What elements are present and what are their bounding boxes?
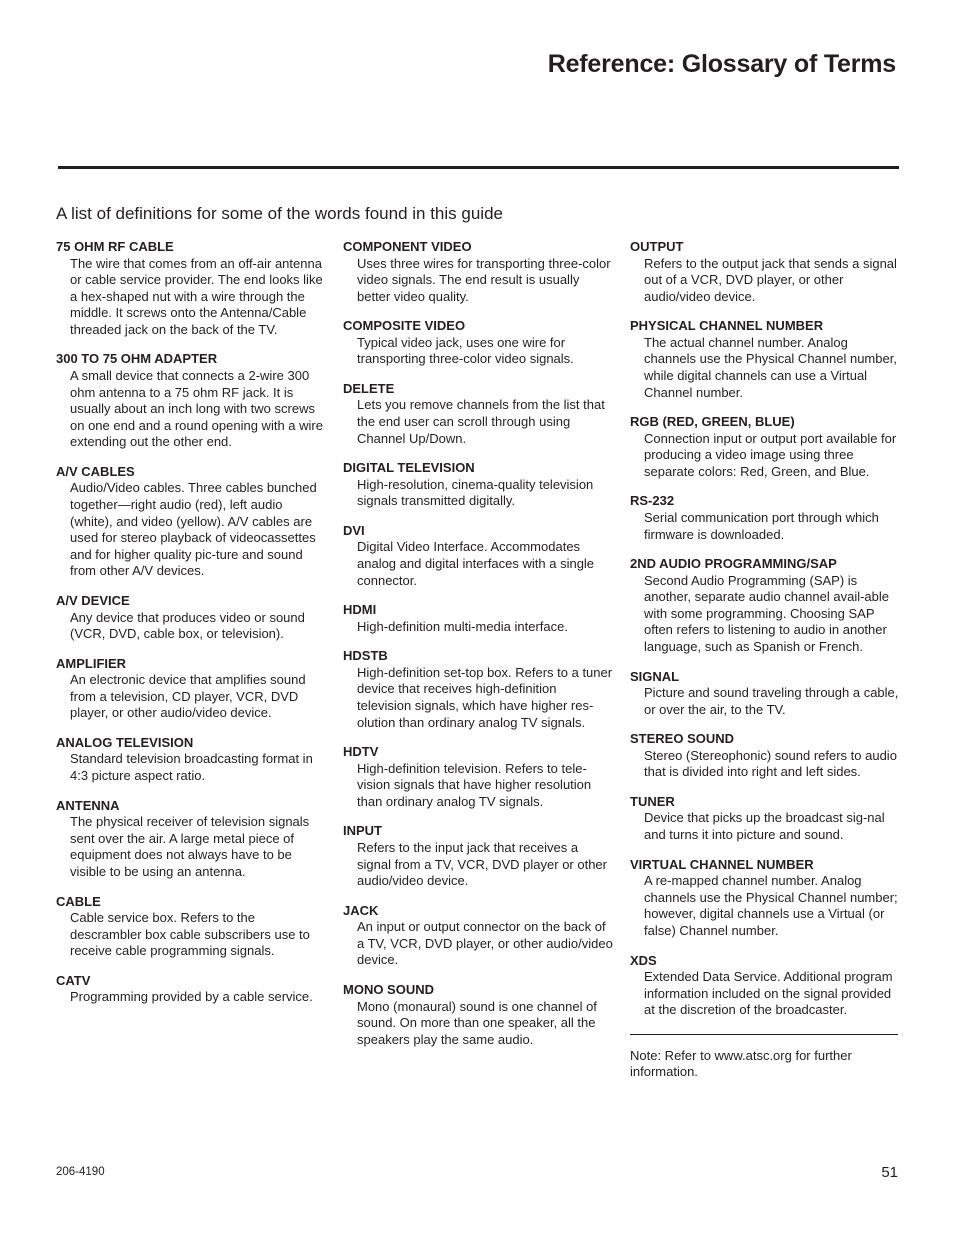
glossary-definition: High-definition television. Refers to tele-vision signals that have higher resolution than ordinary analog TV signals.: [357, 760, 592, 809]
glossary-definition: High-definition multi-media interface.: [357, 618, 568, 634]
glossary-column-3-entries: [630, 239, 900, 1019]
glossary-entry: [343, 318, 613, 368]
glossary-entry: [630, 953, 900, 1019]
glossary-column-2: [343, 239, 613, 1061]
glossary-definition: Serial communication port through which firmware is downloaded.: [644, 509, 879, 542]
glossary-entry: [630, 493, 900, 543]
glossary-definition: A small device that connects a 2-wire 300 ohm antenna to a 75 ohm RF jack. It is usually about an inch long with two screws on one end and a round opening with a wire extending out the other end.: [70, 367, 323, 450]
glossary-term: HDMI: [343, 602, 377, 618]
intro-text: A list of definitions for some of the words found in this guide: [56, 204, 503, 223]
glossary-term: OUTPUT: [630, 239, 684, 254]
glossary-definition: Second Audio Programming (SAP) is another, separate audio channel avail-able with some programming. Choosing SAP often refers to listening to audio in another language, such as Spanish or French.: [644, 572, 890, 654]
glossary-term: TUNER: [630, 793, 675, 809]
glossary-definition: Extended Data Service. Additional program information included on the signal provided at the discretion of the broadcaster.: [644, 969, 893, 1018]
glossary-term: 300 TO 75 OHM ADAPTER: [56, 351, 218, 367]
glossary-term: ANALOG TELEVISION: [56, 734, 194, 750]
glossary-definition: Any device that produces video or sound (VCR, DVD, cable box, or television).: [70, 609, 305, 642]
glossary-entry: [56, 239, 328, 338]
note-text: Note: Refer to www.atsc.org for further information.: [630, 1047, 852, 1080]
glossary-definition: High-definition set-top box. Refers to a tuner device that receives high-definition television signals, which have higher res-olution than ordinary analog TV signals.: [357, 664, 613, 730]
glossary-entry: [343, 523, 613, 589]
glossary-term: STEREO SOUND: [630, 731, 735, 747]
glossary-definition: Digital Video Interface. Accommodates analog and digital interfaces with a single connector.: [357, 539, 595, 588]
page-title: Reference: Glossary of Terms: [547, 50, 896, 78]
glossary-entry: [56, 798, 328, 881]
glossary-term: VIRTUAL CHANNEL NUMBER: [630, 856, 814, 872]
glossary-term: COMPONENT VIDEO: [343, 239, 472, 254]
glossary-definition: Typical video jack, uses one wire for transporting three-color video signals.: [357, 334, 574, 367]
glossary-definition: High-resolution, cinema-quality television signals transmitted digitally.: [357, 476, 594, 509]
glossary-entry: [630, 414, 900, 480]
glossary-entry: [343, 982, 613, 1048]
glossary-definition: An input or output connector on the back of a TV, VCR, DVD player, or other audio/video device.: [357, 919, 613, 968]
glossary-definition: An electronic device that amplifies sound from a television, CD player, VCR, DVD player, or other audio/video device.: [70, 672, 306, 721]
glossary-term: A/V DEVICE: [56, 593, 130, 608]
glossary-term: HDTV: [343, 744, 379, 760]
glossary-entry: [343, 460, 613, 510]
glossary-term: SIGNAL: [630, 668, 680, 684]
glossary-entry: [343, 744, 613, 810]
glossary-definition: Stereo (Stereophonic) sound refers to audio that is divided into right and left sides.: [644, 747, 897, 780]
glossary-term: XDS: [630, 952, 657, 968]
glossary-term: JACK: [343, 902, 379, 918]
glossary-entry: [343, 602, 613, 635]
glossary-definition: The actual channel number. Analog channels use the Physical Channel number, while digital channels can use a Virtual Channel number.: [644, 334, 897, 400]
glossary-definition: The wire that comes from an off-air antenna or cable service provider. The end looks like a hex-shaped nut with a wire through the middle. It screws onto the Antenna/Cable threaded jack on the back of the TV.: [70, 255, 323, 337]
glossary-entry: [56, 351, 328, 450]
glossary-entry: [343, 648, 613, 731]
glossary-term: HDSTB: [343, 648, 388, 664]
glossary-definition: Connection input or output port available for producing a video image using three separate colors: Red, Green, and Blue.: [644, 430, 897, 479]
glossary-entry: [56, 593, 328, 643]
glossary-definition: Picture and sound traveling through a cable, or over the air, to the TV.: [644, 685, 899, 717]
glossary-entry: [630, 239, 900, 305]
glossary-definition: A re-mapped channel number. Analog channels use the Physical Channel number; however, digital channels use a Virtual (or false) Channel number.: [644, 873, 898, 938]
glossary-entry: [343, 823, 613, 889]
glossary-term: AMPLIFIER: [56, 655, 127, 671]
glossary-definition: The physical receiver of television signals sent over the air. A large metal piece of equipment does not always have to be visible to be using an antenna.: [70, 814, 310, 879]
glossary-entry: [56, 894, 328, 960]
glossary-term: CABLE: [56, 893, 101, 909]
glossary-term: DVI: [343, 522, 365, 538]
glossary-term: COMPOSITE VIDEO: [343, 318, 466, 334]
glossary-entry: [56, 464, 328, 580]
glossary-entry: [630, 318, 900, 401]
glossary-entry: [630, 731, 900, 781]
glossary-definition: Standard television broadcasting format in 4:3 picture aspect ratio.: [70, 751, 313, 784]
glossary-definition: Programming provided by a cable service.: [70, 989, 313, 1005]
glossary-entry: [343, 903, 613, 969]
glossary-column-1: [56, 239, 328, 1019]
glossary-definition: Uses three wires for transporting three-color video signals. The end result is usually better video quality.: [357, 255, 611, 304]
glossary-entry: [630, 556, 900, 655]
glossary-definition: Mono (monaural) sound is one channel of sound. On more than one speaker, all the speakers play the same audio.: [357, 998, 597, 1047]
glossary-entry: [343, 381, 613, 447]
glossary-term: A/V CABLES: [56, 463, 135, 479]
glossary-definition: Audio/Video cables. Three cables bunched together—right audio (red), left audio (white), and video (yellow). A/V cables are used for stereo playback of videocassettes and for higher quality pic-ture and sound from other A/V devices.: [70, 480, 317, 579]
glossary-definition: Device that picks up the broadcast sig-nal and turns it into picture and sound.: [644, 810, 885, 843]
glossary-term: DELETE: [343, 380, 395, 396]
glossary-definition: Cable service box. Refers to the descrambler box cable subscribers use to receive cable programming signals.: [70, 910, 310, 959]
glossary-definition: Refers to the input jack that receives a signal from a TV, VCR, DVD player or other audio/video device.: [357, 839, 607, 889]
glossary-definition: Refers to the output jack that sends a signal out of a VCR, DVD player, or other audio/video device.: [644, 255, 897, 304]
glossary-term: PHYSICAL CHANNEL NUMBER: [630, 318, 824, 334]
title-divider: [58, 166, 899, 169]
glossary-entry: [630, 794, 900, 844]
glossary-term: RS-232: [630, 493, 675, 509]
glossary-column-3: [630, 239, 900, 1081]
glossary-entry: [343, 239, 613, 305]
glossary-term: INPUT: [343, 823, 382, 839]
glossary-term: CATV: [56, 972, 91, 988]
glossary-term: 75 OHM RF CABLE: [56, 239, 174, 254]
glossary-term: RGB (RED, GREEN, BLUE): [630, 414, 795, 430]
page-number: 51: [881, 1164, 898, 1181]
glossary-term: 2ND AUDIO PROGRAMMING/SAP: [630, 556, 837, 572]
glossary-term: MONO SOUND: [343, 982, 434, 998]
document-number: 206-4190: [56, 1166, 105, 1178]
glossary-entry: [56, 973, 328, 1006]
glossary-entry: [630, 857, 900, 940]
glossary-term: ANTENNA: [56, 797, 120, 813]
glossary-entry: [56, 735, 328, 785]
glossary-entry: [630, 669, 900, 719]
glossary-definition: Lets you remove channels from the list that the end user can scroll through using Channel Up/Down.: [357, 397, 605, 446]
note-divider: [630, 1034, 898, 1035]
glossary-entry: [56, 656, 328, 722]
glossary-term: DIGITAL TELEVISION: [343, 460, 475, 476]
